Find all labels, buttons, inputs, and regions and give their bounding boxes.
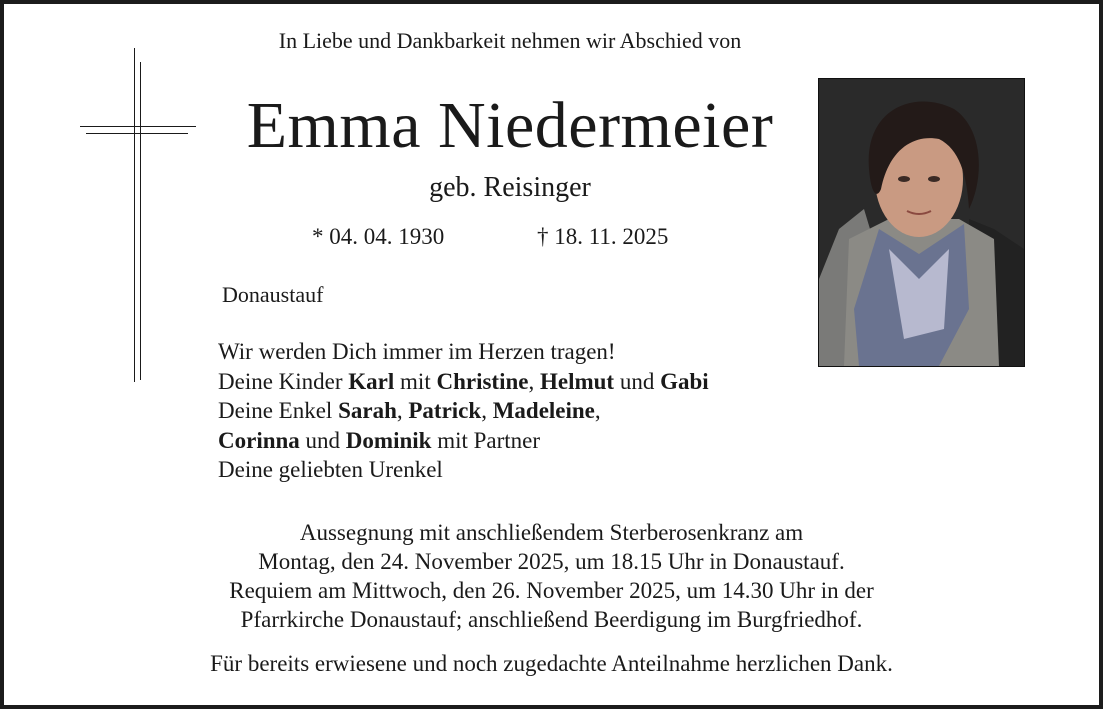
- family-name: Dominik: [345, 427, 432, 453]
- death-date: † 18. 11. 2025: [537, 224, 669, 249]
- family-name: Helmut: [539, 368, 615, 394]
- service-details: [0, 518, 1103, 634]
- children-line: Deine Kinder Karl mit Christine, Helmut und Gabi: [218, 368, 709, 394]
- service-line: Montag, den 24. November 2025, um 18.15 Uhr in Donaustauf.: [258, 549, 845, 574]
- great-grandchildren-line: Deine geliebten Urenkel: [218, 457, 443, 482]
- hometown: Donaustauf: [222, 282, 324, 307]
- portrait-photo: [818, 78, 1025, 367]
- grandchildren-line-2: Corinna und Dominik mit Partner: [218, 427, 541, 453]
- service-line: Aussegnung mit anschließendem Sterberosenkranz am: [299, 520, 804, 545]
- family-name: Gabi: [660, 368, 709, 394]
- deceased-name: Emma Niedermeier: [246, 89, 774, 162]
- family-name: Patrick: [408, 398, 482, 423]
- family-name: Christine: [436, 368, 529, 394]
- family-line: Wir werden Dich immer im Herzen tragen!: [218, 339, 616, 364]
- service-line: Requiem am Mittwoch, den 26. November 2025, um 14.30 Uhr in der: [229, 578, 874, 603]
- family-block: [218, 337, 709, 485]
- maiden-name: geb. Reisinger: [429, 172, 591, 203]
- family-name: Karl: [348, 368, 395, 394]
- grandchildren-line: Deine Enkel Sarah, Patrick, Madeleine,: [218, 398, 601, 423]
- family-name: Sarah: [338, 398, 397, 423]
- birth-date: * 04. 04. 1930: [312, 224, 445, 249]
- service-line: Pfarrkirche Donaustauf; anschließend Beerdigung im Burgfriedhof.: [240, 607, 863, 632]
- thanks-text: Für bereits erwiesene und noch zugedachte Anteilnahme herzlichen Dank.: [210, 651, 893, 676]
- intro-text: In Liebe und Dankbarkeit nehmen wir Abschied von: [278, 28, 742, 53]
- family-name: Madeleine: [492, 398, 595, 423]
- family-name: Corinna: [218, 427, 300, 453]
